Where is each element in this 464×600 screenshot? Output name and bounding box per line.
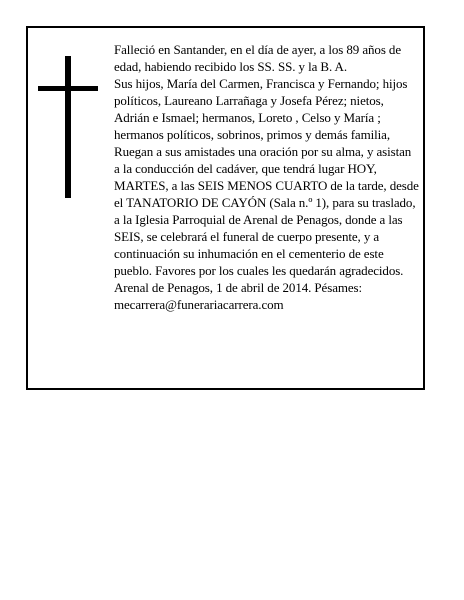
- obituary-notice: [26, 26, 425, 390]
- place-date-condolences: Arenal de Penagos, 1 de abril de 2014. Pésames: mecarrera@funerariacarrera.com: [114, 280, 363, 312]
- cross-vertical-bar: [65, 56, 71, 198]
- cross-icon: [38, 56, 98, 198]
- service-details: Ruegan a sus amistades una oración por su alma, y asistan a la conducción del cadáver, que tendrá lugar HOY, MARTES, a las SEIS MENOS CUARTO de la tarde, desde el TANATORIO DE CAYÓN (Sala n.º 1), para su traslado, a la Iglesia Parroquial de Arenal de Penagos, donde a las SEIS, se celebrará el funeral de cuerpo presente, y a continuación su inhumación en el cementerio de este pueblo. Favores por los cuales les quedarán agradecidos.: [114, 144, 419, 278]
- cross-horizontal-bar: [38, 86, 98, 91]
- family-list: Sus hijos, María del Carmen, Francisca y Fernando; hijos políticos, Laureano Larrañaga y Josefa Pérez; nietos, Adrián e Ismael; hermanos, Loreto , Celso y María ; hermanos políticos, sobrinos, primos y demás familia,: [114, 76, 408, 142]
- notice-text: [114, 41, 420, 313]
- death-announcement: Falleció en Santander, en el día de ayer, a los 89 años de edad, habiendo recibido los SS. SS. y la B. A.: [114, 42, 401, 74]
